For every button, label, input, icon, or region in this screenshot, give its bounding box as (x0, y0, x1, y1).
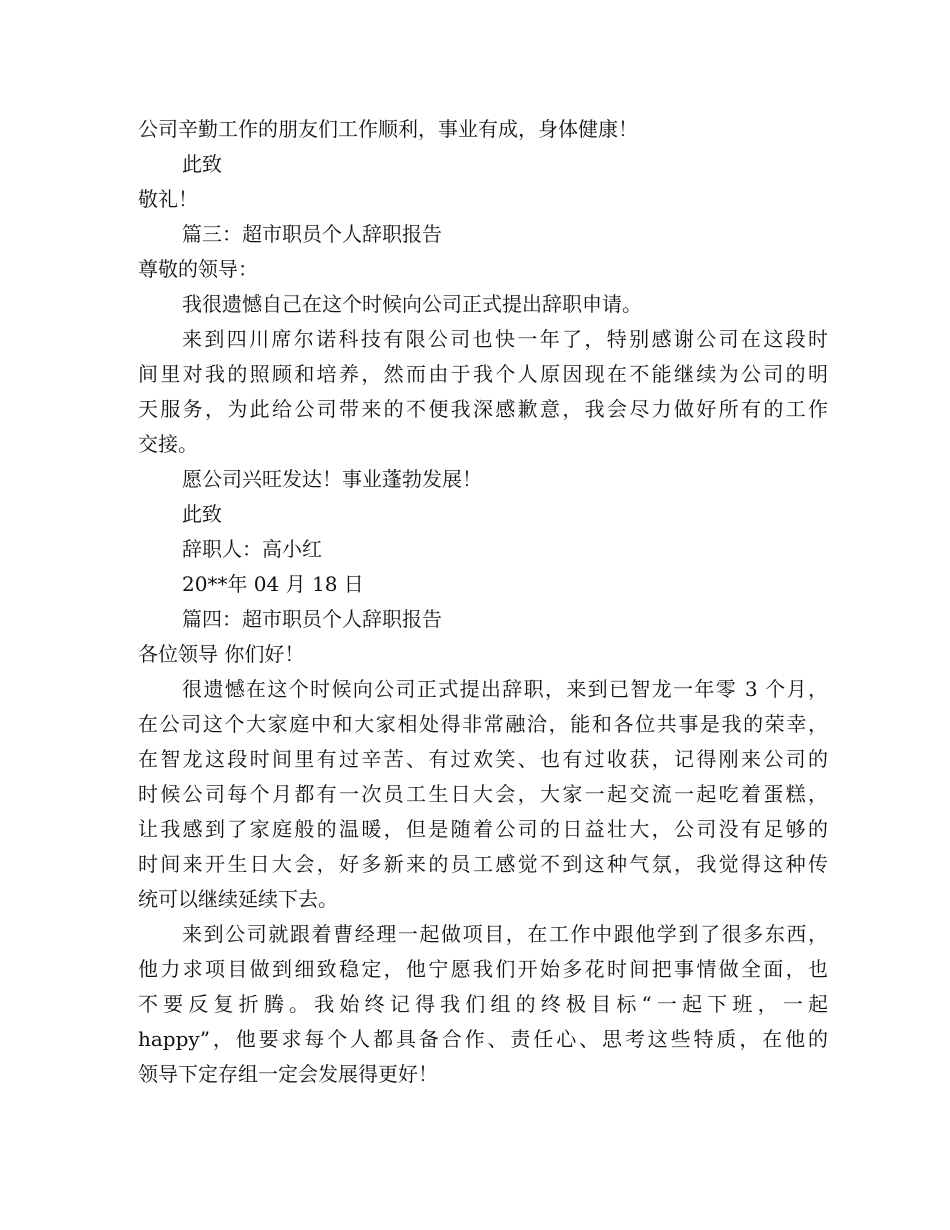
text-line: 在智龙这段时间里有过辛苦、有过欢笑、也有过收获，记得刚来公司的 (138, 747, 828, 771)
text-line: 20**年 04 月 18 日 (182, 572, 364, 596)
text-line: 此致 (182, 502, 222, 526)
text-line: 时候公司每个月都有一次员工生日大会，大家一起交流一起吃着蛋糕， (138, 782, 828, 806)
text-line: 敬礼！ (138, 187, 198, 211)
text-line: 间里对我的照顾和培养，然而由于我个人原因现在不能继续为公司的明 (138, 362, 828, 386)
text-line: 尊敬的领导： (138, 257, 258, 281)
text-line: 辞职人：高小红 (182, 537, 322, 561)
text-line: 公司辛勤工作的朋友们工作顺利，事业有成，身体健康！ (138, 117, 638, 141)
text-line: 我很遗憾自己在这个时候向公司正式提出辞职申请。 (182, 292, 642, 316)
text-line: 让我感到了家庭般的温暖，但是随着公司的日益壮大，公司没有足够的 (138, 817, 828, 841)
text-line: 不要反复折腾。我始终记得我们组的终极目标“一起下班，一起 (138, 992, 828, 1016)
text-line: 篇三：超市职员个人辞职报告 (182, 222, 442, 246)
text-line: 来到公司就跟着曹经理一起做项目，在工作中跟他学到了很多东西， (182, 922, 828, 946)
text-line: 交接。 (138, 432, 198, 456)
text-line: 在公司这个大家庭中和大家相处得非常融洽，能和各位共事是我的荣幸， (138, 712, 828, 736)
text-line: 各位领导 你们好！ (138, 642, 305, 666)
text-line: 天服务，为此给公司带来的不便我深感歉意，我会尽力做好所有的工作 (138, 397, 828, 421)
text-line: 此致 (182, 152, 222, 176)
text-line: happy”，他要求每个人都具备合作、责任心、思考这些特质，在他的 (138, 1027, 828, 1051)
text-line: 统可以继续延续下去。 (138, 887, 338, 911)
text-line: 他力求项目做到细致稳定，他宁愿我们开始多花时间把事情做全面，也 (138, 957, 828, 981)
text-line: 愿公司兴旺发达！事业蓬勃发展！ (182, 467, 482, 491)
document-body (138, 112, 828, 1092)
text-line: 篇四：超市职员个人辞职报告 (182, 607, 442, 631)
text-line: 很遗憾在这个时候向公司正式提出辞职，来到已智龙一年零 3 个月， (182, 677, 828, 701)
text-line: 领导下定存组一定会发展得更好！ (138, 1062, 438, 1086)
text-line: 时间来开生日大会，好多新来的员工感觉不到这种气氛，我觉得这种传 (138, 852, 828, 876)
text-line: 来到四川席尔诺科技有限公司也快一年了，特别感谢公司在这段时 (182, 327, 828, 351)
